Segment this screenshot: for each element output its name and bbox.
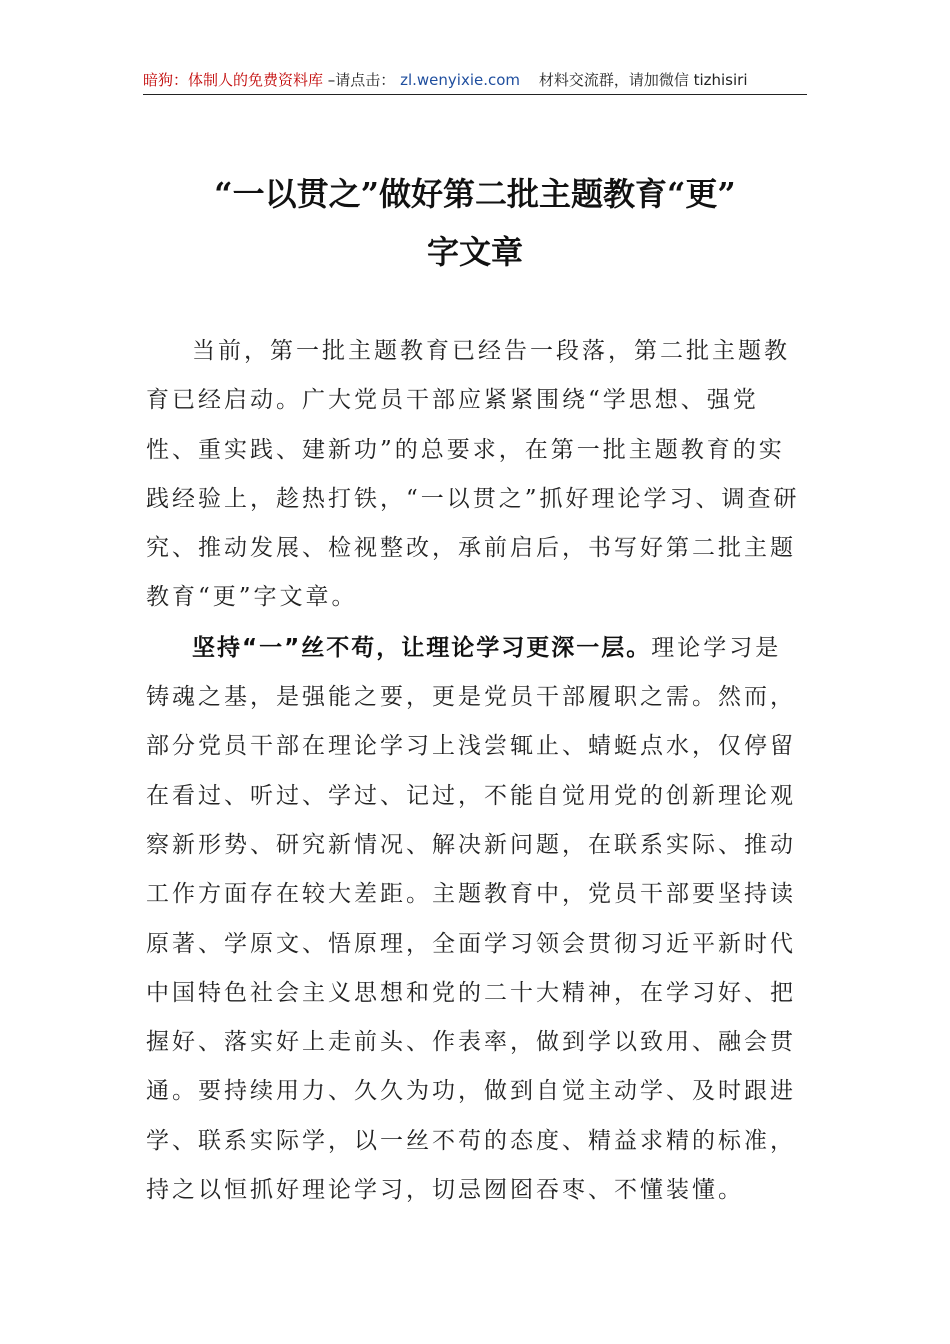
header-brand: 暗狗：体制人的免费资料库: [143, 71, 324, 89]
paragraph-intro: 当前，第一批主题教育已经告一段落，第二批主题教育已经启动。广大党员干部应紧紧围绕“学思想、强党性、重实践、建新功”的总要求，在第一批主题教育的实践经验上，趁热打铁，“一以贯之”抓好理论学习、调查研究、推动发展、检视整改，承前启后，书写好第二批主题教育“更”字文章。: [146, 338, 800, 611]
title-line-1: “一以贯之”做好第二批主题教育“更”: [214, 175, 736, 213]
header-click-prompt: –请点击：: [327, 71, 396, 89]
paragraph-text: 理论学习是铸魂之基，是强能之要，更是党员干部履职之需。然而，部分党员干部在理论学习上浅尝辄止、蜻蜓点水，仅停留在看过、听过、学过、记过，不能自觉用党的创新理论观察新形势、研究新情况、解决新问题，在联系实际、推动工作方面存在较大差距。主题教育中，党员干部要坚持读原著、学原文、悟原理，全面学习领会贯彻习近平新时代中国特色社会主义思想和党的二十大精神，在学习好、把握好、落实好上走前头、作表率，做到学以致用、融会贯通。要持续用力、久久为功，做到自觉主动学、及时跟进学、联系实际学，以一丝不苟的态度、精益求精的标准，持之以恒抓好理论学习，切忌囫囵吞枣、不懂装懂。: [146, 634, 796, 1204]
page-header: [143, 66, 807, 95]
article-title: [100, 165, 850, 281]
header-url-link[interactable]: zl.wenyixie.com: [400, 71, 521, 89]
paragraph-lead-heading: 坚持“一”丝不苟，让理论学习更深一层。: [192, 634, 652, 661]
paragraph-theory: [146, 624, 806, 1216]
header-wechat: 材料交流群，请加微信 tizhisiri: [538, 71, 748, 89]
article-body: [146, 327, 806, 1215]
title-line-2: 字文章: [426, 233, 523, 271]
